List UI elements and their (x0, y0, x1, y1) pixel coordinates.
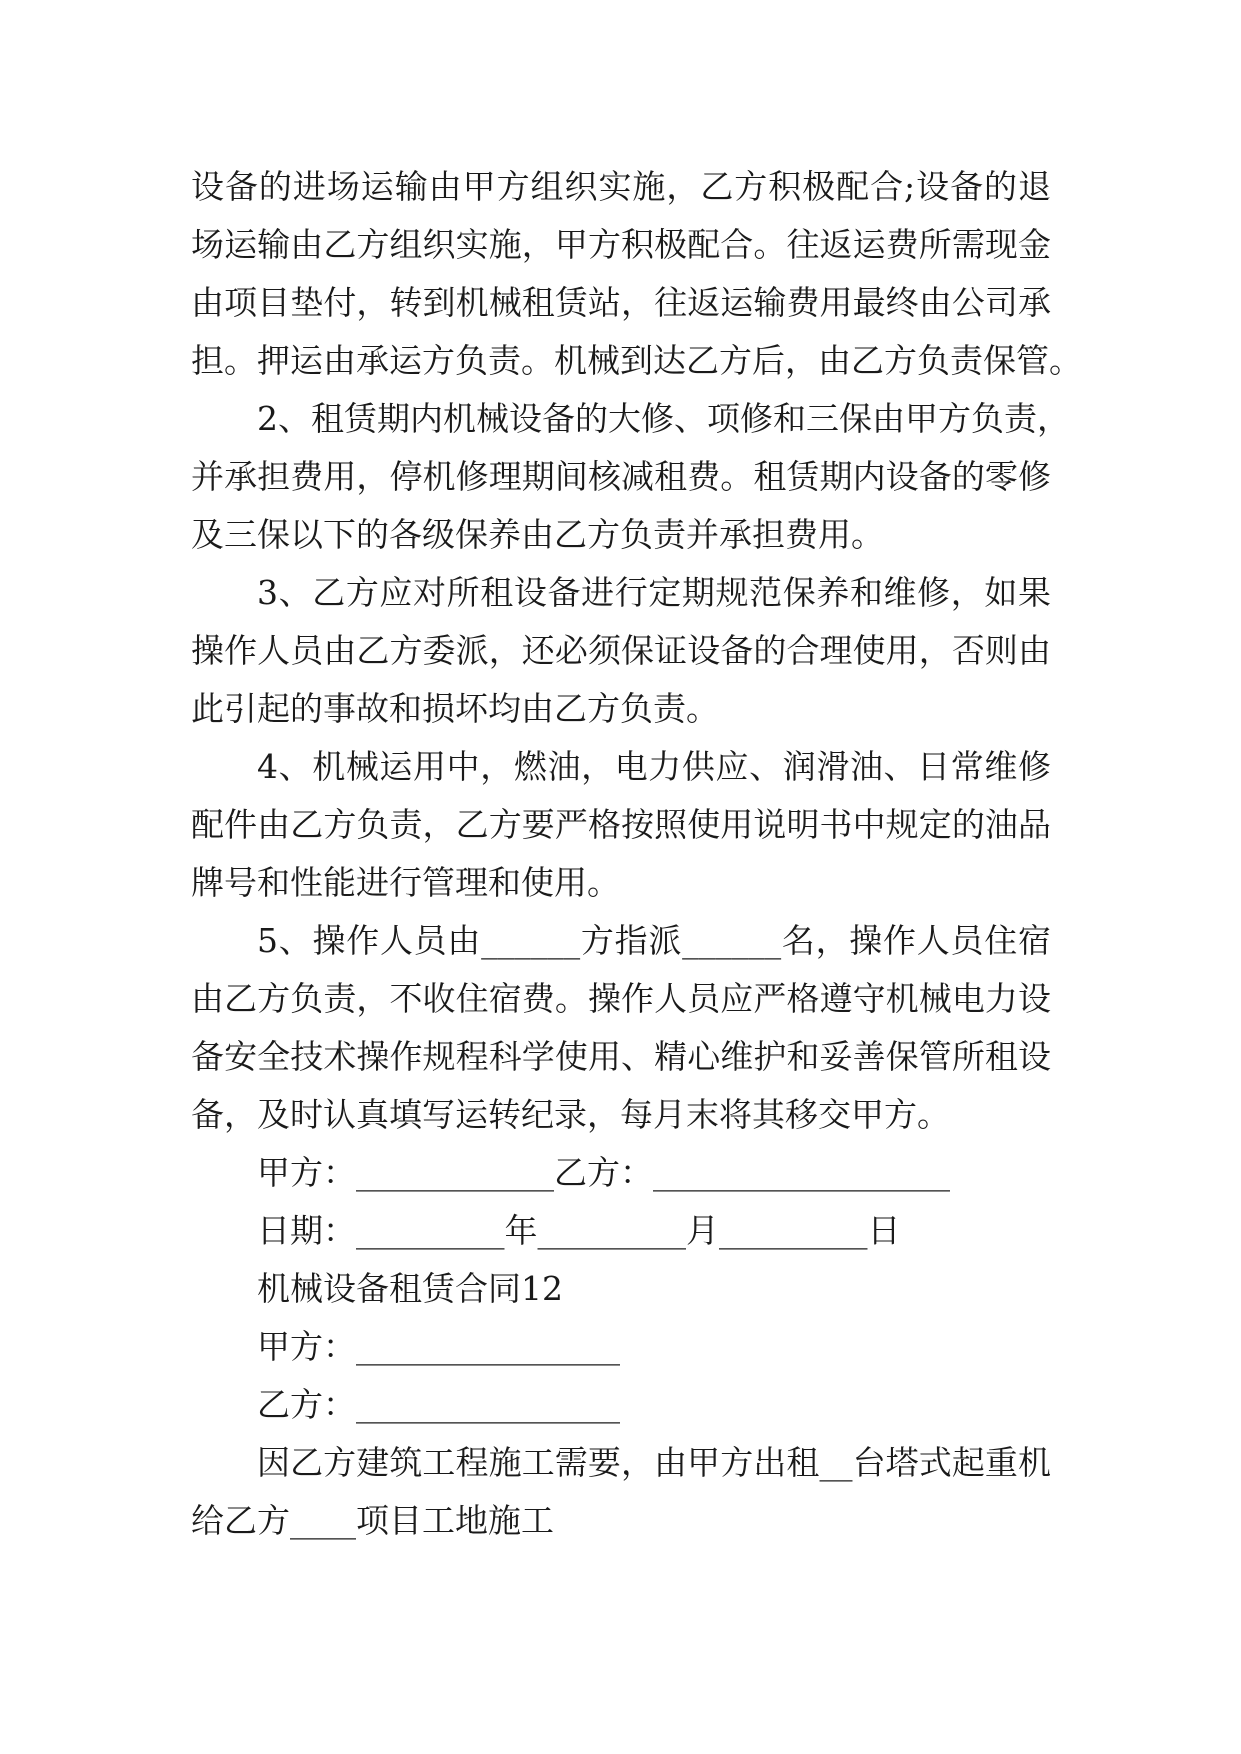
paragraph-5-start: 5、操作人员由______方指派______名，操作人员住宿 (257, 921, 1051, 960)
paragraph-2-start: 2、租赁期内机械设备的大修、项修和三保由甲方负责， (257, 399, 1070, 438)
text-line: 备，及时认真填写运转纪录，每月末将其移交甲方。 (191, 1095, 950, 1134)
paragraph-4-start: 4、机械运用中，燃油，电力供应、润滑油、日常维修 (257, 747, 1051, 786)
text-line: 并承担费用，停机修理期间核减租费。租赁期内设备的零修 (191, 457, 1051, 496)
contract-heading: 机械设备租赁合同12 (257, 1269, 563, 1308)
party-a-line: 甲方：________________ (257, 1327, 620, 1366)
contract-intro-start: 因乙方建筑工程施工需要，由甲方出租__台塔式起重机 (257, 1443, 1051, 1482)
text-line: 由乙方负责，不收住宿费。操作人员应严格遵守机械电力设 (191, 979, 1051, 1018)
text-line: 由项目垫付，转到机械租赁站，往返运输费用最终由公司承 (191, 283, 1051, 322)
text-line: 操作人员由乙方委派，还必须保证设备的合理使用，否则由 (191, 631, 1051, 670)
text-line: 场运输由乙方组织实施，甲方积极配合。往返运费所需现金 (191, 225, 1051, 264)
paragraph-3-start: 3、乙方应对所租设备进行定期规范保养和维修，如果 (257, 573, 1051, 612)
text-line: 备安全技术操作规程科学使用、精心维护和妥善保管所租设 (191, 1037, 1051, 1076)
text-line: 设备的进场运输由甲方组织实施，乙方积极配合;设备的退 (191, 167, 1051, 206)
document-body (191, 158, 1082, 1550)
text-line: 及三保以下的各级保养由乙方负责并承担费用。 (191, 515, 884, 554)
text-line: 此引起的事故和损坏均由乙方负责。 (191, 689, 719, 728)
text-line: 牌号和性能进行管理和使用。 (191, 863, 620, 902)
date-line: 日期：_________年_________月_________日 (257, 1211, 901, 1250)
text-line: 给乙方____项目工地施工 (191, 1501, 554, 1540)
text-line: 配件由乙方负责，乙方要严格按照使用说明书中规定的油品 (191, 805, 1051, 844)
party-b-line: 乙方：________________ (257, 1385, 620, 1424)
text-line: 担。押运由承运方负责。机械到达乙方后，由乙方负责保管。 (191, 341, 1082, 380)
signature-parties-line: 甲方：____________乙方：__________________ (257, 1153, 950, 1192)
